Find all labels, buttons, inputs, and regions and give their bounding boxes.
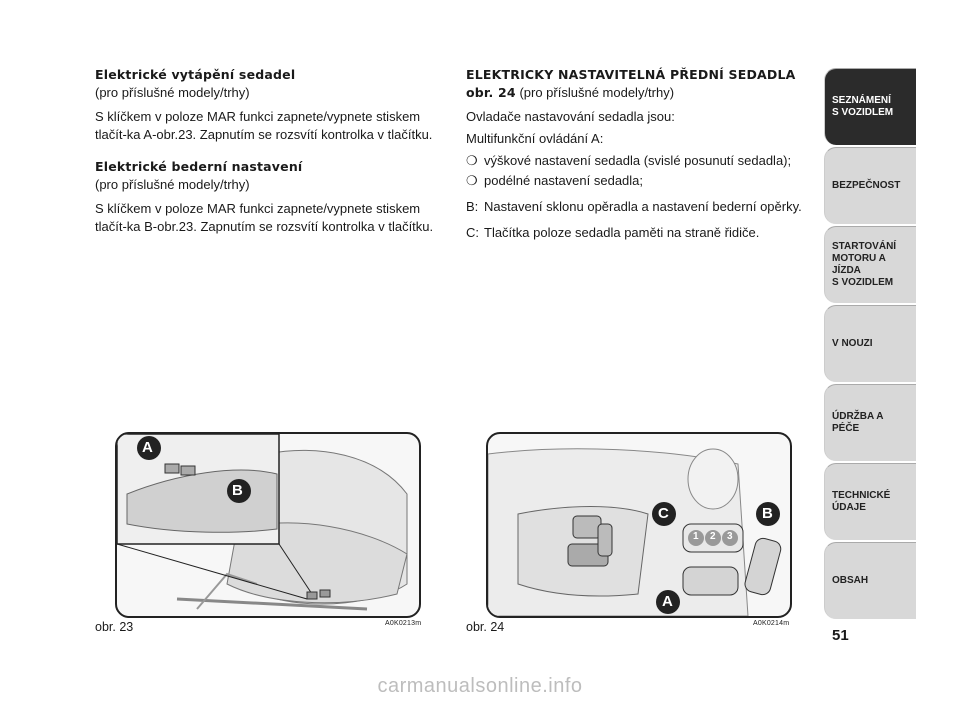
figure-caption: obr. 24	[466, 620, 505, 634]
subtitle-models: (pro příslušné modely/trhy)	[95, 85, 250, 100]
paragraph-lumbar: S klíčkem v poloze MAR funkci zapnete/vypnete stiskem tlačít-ka B-obr.23. Zapnutím se rozsvítí kontrolka v tlačítku.	[95, 201, 434, 234]
label-b-badge: B	[762, 505, 773, 522]
figure-caption: obr. 23	[95, 620, 134, 634]
label-a-badge: A	[662, 593, 673, 610]
label-c-badge: C	[658, 505, 669, 522]
list-item: C: Tlačítka poloze sedadla paměti na straně řidiče.	[466, 225, 760, 240]
tab-v-nouzi[interactable]: V NOUZI	[824, 305, 916, 382]
figure-code: A0K0214m	[753, 620, 790, 627]
page-number: 51	[832, 627, 849, 644]
bullet-icon: ❍	[466, 173, 478, 188]
paragraph-controls: Ovladače nastavování sedadla jsou:	[466, 109, 675, 124]
label-a-badge: A	[142, 439, 153, 456]
memory-key-1: 1	[693, 531, 699, 542]
bullet-icon: ❍	[466, 153, 478, 168]
list-item: ❍ podélné nastavení sedadla;	[466, 173, 644, 188]
heading-lumbar: Elektrické bederní nastavení	[95, 159, 303, 174]
list-item: B: Nastavení sklonu opěradla a nastavení bederní opěrky.	[466, 199, 802, 214]
label-b-badge: B	[232, 482, 243, 499]
watermark: carmanualsonline.info	[377, 675, 583, 697]
subtitle-models-2: (pro příslušné modely/trhy)	[95, 177, 250, 192]
heading-figure-note: (pro příslušné modely/trhy)	[515, 85, 675, 100]
paragraph-multifunction: Multifunkční ovládání A:	[466, 131, 604, 146]
figure-seat-controls	[486, 432, 792, 618]
tab-technicke[interactable]: TECHNICKÉ ÚDAJE	[824, 463, 916, 540]
memory-key-3: 3	[727, 531, 733, 542]
figure-seat-heating	[115, 432, 421, 618]
chapter-sidebar	[824, 68, 916, 621]
tab-obsah[interactable]: OBSAH	[824, 542, 916, 619]
tab-startovani[interactable]: STARTOVÁNÍ MOTORU A JÍZDA S VOZIDLEM	[824, 226, 916, 303]
paragraph-seat-heating: S klíčkem v poloze MAR funkci zapnete/vypnete stiskem tlačít-ka A-obr.23. Zapnutím se rozsvítí kontrolka v tlačítku.	[95, 109, 433, 142]
list-item: ❍ výškové nastavení sedadla (svislé posunutí sedadla);	[466, 153, 792, 168]
right-column	[466, 66, 806, 244]
tab-seznameni[interactable]: SEZNÁMENÍ S VOZIDLEM	[824, 68, 916, 145]
tab-udrzba[interactable]: ÚDRŽBA A PÉČE	[824, 384, 916, 461]
tab-bezpecnost[interactable]: BEZPEČNOST	[824, 147, 916, 224]
figure-code: A0K0213m	[385, 620, 422, 627]
heading-electric-seats: ELEKTRICKY NASTAVITELNÁ PŘEDNÍ SEDADLA	[466, 67, 796, 82]
seat-illustration	[117, 434, 419, 616]
memory-key-2: 2	[710, 531, 716, 542]
left-column	[95, 66, 447, 246]
heading-seat-heating: Elektrické vytápění sedadel	[95, 67, 296, 82]
heading-figure-ref: obr. 24	[466, 85, 516, 100]
controls-illustration	[488, 434, 790, 616]
